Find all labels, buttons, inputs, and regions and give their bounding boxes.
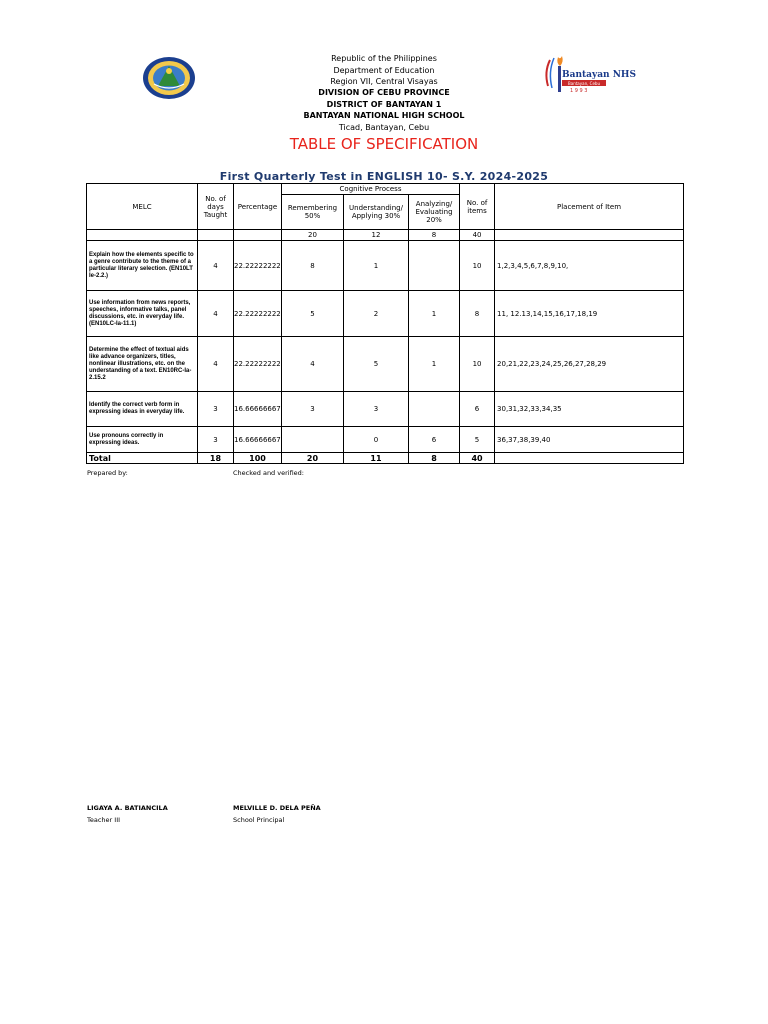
header-no-of-items: No. of items xyxy=(460,184,495,230)
header-line-division: DIVISION OF CEBU PROVINCE xyxy=(318,88,450,97)
header-understanding: Understanding/ Applying 30% xyxy=(344,195,409,230)
table-row xyxy=(87,291,684,337)
understanding-cell: 1 xyxy=(344,241,409,291)
percentage-cell: 22.22222222 xyxy=(234,241,282,291)
total-items: 40 xyxy=(460,453,495,464)
items-cell: 5 xyxy=(460,427,495,453)
checked-verified-label: Checked and verified: xyxy=(233,469,304,477)
remembering-cell xyxy=(282,427,344,453)
remembering-cell: 5 xyxy=(282,291,344,337)
understanding-cell: 0 xyxy=(344,427,409,453)
target-blank xyxy=(198,230,234,241)
remembering-cell: 8 xyxy=(282,241,344,291)
days-cell: 3 xyxy=(198,427,234,453)
melc-text: Identify the correct verb form in expressing ideas in everyday life. xyxy=(87,392,198,427)
items-cell: 8 xyxy=(460,291,495,337)
header-line-deped: Department of Education xyxy=(333,66,435,75)
placement-cell: 20,21,22,23,24,25,26,27,28,29 xyxy=(495,337,684,392)
analyzing-cell: 1 xyxy=(409,291,460,337)
placement-cell: 1,2,3,4,5,6,7,8,9,10, xyxy=(495,241,684,291)
header-percentage: Percentage xyxy=(234,184,282,230)
header-remembering: Remembering 50% xyxy=(282,195,344,230)
melc-text: Determine the effect of textual aids like advance organizers, titles, nonlinear illustrations, etc. on the understanding of a text. EN10RC-Ia-2.15.2 xyxy=(87,337,198,392)
percentage-cell: 22.22222222 xyxy=(234,337,282,392)
verifier-title: School Principal xyxy=(233,816,285,824)
items-cell: 6 xyxy=(460,392,495,427)
items-cell: 10 xyxy=(460,337,495,392)
total-analyzing: 8 xyxy=(409,453,460,464)
percentage-cell: 16.66666667 xyxy=(234,392,282,427)
analyzing-cell: 6 xyxy=(409,427,460,453)
total-remembering: 20 xyxy=(282,453,344,464)
analyzing-cell: 1 xyxy=(409,337,460,392)
analyzing-cell xyxy=(409,241,460,291)
days-cell: 3 xyxy=(198,392,234,427)
header-placement: Placement of Item xyxy=(495,184,684,230)
document-title: TABLE OF SPECIFICATION xyxy=(289,135,479,153)
total-understanding: 11 xyxy=(344,453,409,464)
days-cell: 4 xyxy=(198,241,234,291)
percentage-cell: 16.66666667 xyxy=(234,427,282,453)
header-line-region: Region VII, Central Visayas xyxy=(330,77,438,86)
melc-text: Use pronouns correctly in expressing ideas. xyxy=(87,427,198,453)
total-label: Total xyxy=(87,453,198,464)
specification-table xyxy=(86,183,684,464)
target-remembering: 20 xyxy=(282,230,344,241)
analyzing-cell xyxy=(409,392,460,427)
table-row xyxy=(87,337,684,392)
days-cell: 4 xyxy=(198,337,234,392)
target-blank xyxy=(495,230,684,241)
remembering-cell: 4 xyxy=(282,337,344,392)
understanding-cell: 2 xyxy=(344,291,409,337)
header-line-address: Ticad, Bantayan, Cebu xyxy=(338,123,430,132)
preparer-title: Teacher III xyxy=(87,816,121,824)
header-melc: MELC xyxy=(87,184,198,230)
percentage-cell: 22.22222222 xyxy=(234,291,282,337)
logo-school-name: Bantayan NHS xyxy=(562,70,636,80)
understanding-cell: 3 xyxy=(344,392,409,427)
table-row xyxy=(87,241,684,291)
target-items: 40 xyxy=(460,230,495,241)
header-line-district: DISTRICT OF BANTAYAN 1 xyxy=(326,100,442,109)
logo-year: 1 9 9 3 xyxy=(570,88,588,94)
melc-text: Use information from news reports, speeches, informative talks, panel discussions, etc. in everyday life. (EN10LC-Ia-11.1) xyxy=(87,291,198,337)
total-percentage: 100 xyxy=(234,453,282,464)
placement-cell: 30,31,32,33,34,35 xyxy=(495,392,684,427)
document-subtitle: First Quarterly Test in ENGLISH 10- S.Y. 2024-2025 xyxy=(219,170,549,183)
target-analyzing: 8 xyxy=(409,230,460,241)
prepared-by-label: Prepared by: xyxy=(87,469,128,477)
target-blank xyxy=(234,230,282,241)
header-cognitive-process: Cognitive Process xyxy=(282,184,460,195)
table-row xyxy=(87,392,684,427)
placement-cell: 36,37,38,39,40 xyxy=(495,427,684,453)
remembering-cell: 3 xyxy=(282,392,344,427)
days-cell: 4 xyxy=(198,291,234,337)
header-analyzing: Analyzing/ Evaluating 20% xyxy=(409,195,460,230)
target-blank xyxy=(87,230,198,241)
melc-text: Explain how the elements specific to a genre contribute to the theme of a particular literary selection. (EN10LT Ie-2.2.) xyxy=(87,241,198,291)
header-line-republic: Republic of the Philippines xyxy=(331,54,437,63)
header-line-school: BANTAYAN NATIONAL HIGH SCHOOL xyxy=(303,111,465,120)
logo-location: Bantayan, Cebu xyxy=(568,81,600,86)
verifier-name: MELVILLE D. DELA PEÑA xyxy=(233,804,321,812)
target-understanding: 12 xyxy=(344,230,409,241)
total-days: 18 xyxy=(198,453,234,464)
total-placement-blank xyxy=(495,453,684,464)
preparer-name: LIGAYA A. BATIANCILA xyxy=(87,804,168,812)
total-row xyxy=(87,453,684,464)
table-row xyxy=(87,427,684,453)
items-cell: 10 xyxy=(460,241,495,291)
header-days-taught: No. of days Taught xyxy=(198,184,234,230)
understanding-cell: 5 xyxy=(344,337,409,392)
placement-cell: 11, 12.13,14,15,16,17,18,19 xyxy=(495,291,684,337)
